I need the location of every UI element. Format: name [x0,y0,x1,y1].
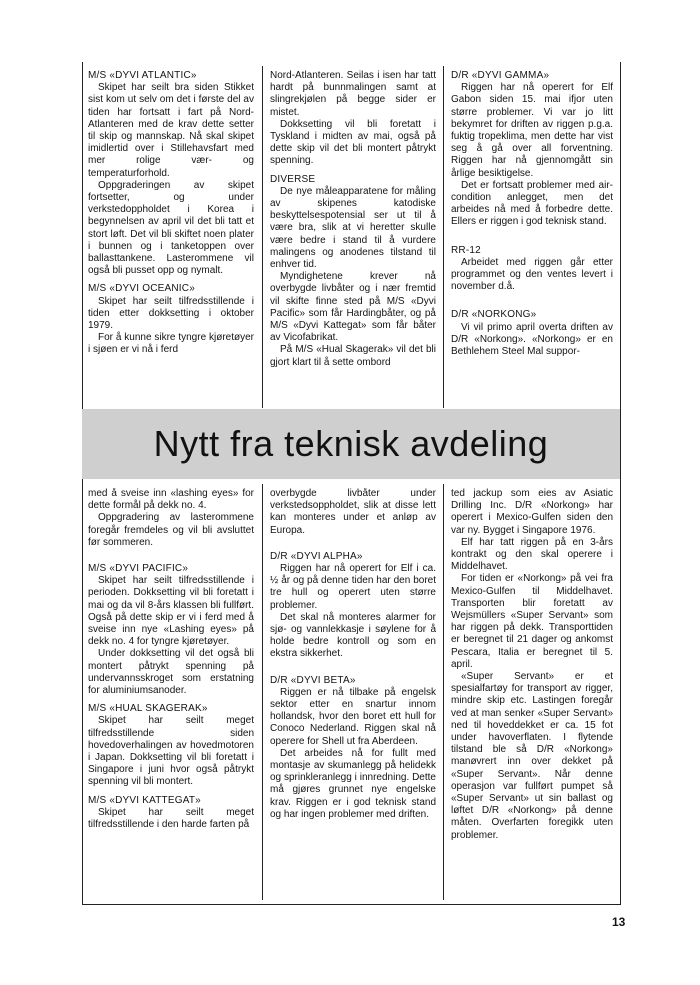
paragraph: «Super Servant» er et spesialfartøy for transport av rigger, mindre skip etc. Lastingen foregår ved at man senker «Super Servant» ned til hoveddekket er ca. 15 fot under havoverflaten. I flytende tilstand ble så D/R «Norkong» manøvrert inn over dekket på «Super Servant». Når denne operasjon var fullført pumpet så «Super Servant» ut sin ballast og løftet D/R «Norkong» på denne måten. Overfarten foregikk uten problemer. [451,671,613,841]
paragraph: For tiden er «Norkong» på vei fra Mexico-Gulfen til Middelhavet. Transporten blir foretatt av Wejsmüllers «Super Servant» som har riggen på dekk. Transporttiden er beregnet til 21 dager og ankomst Pescara, Italia er beregnet til 5. april. [451,573,613,670]
section-heading: M/S «DYVI PACIFIC» [88,563,189,575]
top-column-1 [88,70,254,406]
top-column-3 [451,70,613,406]
column-divider [262,66,263,408]
section-heading: M/S «DYVI ATLANTIC» [88,70,197,81]
top-column-2 [270,70,436,406]
bottom-border [82,904,621,905]
section-heading: RR-12 [451,244,481,256]
paragraph: Oppgradering av lasterommene foregår fremdeles og vil bli avsluttet før sommeren. [88,512,254,548]
paragraph: Det skal nå monteres alarmer for sjø- og vannlekkasje i søylene for å holde bedre kontroll og som en ekstra sikkerhet. [270,611,436,660]
bottom-column-2 [270,488,436,898]
paragraph: ted jackup som eies av Asiatic Drilling Inc. D/R «Norkong» har operert i Mexico-Gulfen siden den var ny. Bygget i Singapore 1976. [451,488,613,536]
section-heading: M/S «DYVI OCEANIC» [88,283,195,295]
paragraph: De nye måleapparatene for måling av skipenes katodiske beskyttelsespotensial ser ut til å være bra, slik at vi heretter skulle være bedre i stand til å vurdere malingens og anodenes tilstand til enhver tid. [270,185,436,271]
paragraph: Det er fortsatt problemer med air-condition anlegget, men det arbeides nå med å forbedre dette. Ellers er riggen i god teknisk stand. [451,179,613,228]
paragraph: overbygde livbåter under verkstedsoppholdet, slik at disse lett kan monteres under et anløp av Europa. [270,488,436,536]
paragraph: Riggen har nå operert for Elf Gabon siden 15. mai ifjor uten større problemer. Vi var jo litt bekymret for driften av riggen p.g.a. fuktig tropeklima, men dette har vist seg å gå over all forventning. Riggen har nå gjennomgått sin årlige besiktigelse. [451,82,613,179]
section-banner [82,409,620,479]
paragraph: Nord-Atlanteren. Seilas i isen har tatt hardt på bunnmalingen samt at slingrekjølen på begge sider er mistet. [270,70,436,118]
section-heading: D/R «NORKONG» [451,309,537,321]
paragraph: Under dokksetting vil det også bli montert påtrykt spenning på undervannsskroget som erstatning for aluminiumsanoder. [88,648,254,697]
left-border [82,62,83,904]
paragraph: Oppgraderingen av skipet fortsetter, og under verkstedoppholdet i Korea i begynnelsen av april vil det bli tatt et stort løft. Det vil bli skiftet noen plater i bunnen og i tanketoppen over ballasttankene. Lasterommene vil også bli pusset opp og nymalt. [88,179,254,277]
paragraph: Arbeidet med riggen går etter programmet og den ventes levert i november d.å. [451,256,613,293]
paragraph: Myndighetene krever nå overbygde livbåter og i nær fremtid vil skifte finne sted på M/S «Dyvi Pacific» som får Hardingbåter, og på M/S «Dyvi Kattegat» som får båter av Vicofabrikat. [270,271,436,344]
paragraph: Skipet har seilt tilfredsstillende i perioden. Dokksetting vil bli foretatt i mai og da vil 8-års klassen bli fullført. Også på dette skip er vi i ferd med å sveise inn nye «Lashing eyes» på dekk no. 4 for tyngre kjøretøyer. [88,575,254,648]
banner-title: Nytt fra teknisk avdeling [153,423,549,464]
paragraph: med å sveise inn «lashing eyes» for dette formål på dekk no. 4. [88,488,254,512]
paragraph: Det arbeides nå for fullt med montasje av skumanlegg på helidekk og sprinkleranlegg i innredning. Dette må gjøres grunnet nye engelske krav. Riggen er i god teknisk stand og har ingen problemer med driften. [270,747,436,820]
paragraph: Skipet har seilt meget tilfredsstillende siden hovedoverhalingen av hovedmotoren i Japan. Dokksetting vil bli foretatt i Singapore i juni hvor også påtrykt spenning vil bli montert. [88,715,254,788]
paragraph: Riggen har nå operert for Elf i ca. ½ år og på denne tiden har den boret tre hull og operert uten større problemer. [270,563,436,611]
paragraph: Elf har tatt riggen på en 3-års kontrakt og den skal operere i Middelhavet. [451,536,613,573]
section-heading: DIVERSE [270,173,316,185]
paragraph: Skipet har seilt bra siden Stikket sist kom ut selv om det i første del av tiden har fortsatt i fart på Nord-Atlanteren med de krav dette setter til skip og mannskap. Nå skal skipet imidlertid over i Stillehavsfart med mer rolige vær- og temperaturforhold. [88,82,254,179]
paragraph: Vi vil primo april overta driften av D/R «Norkong». «Norkong» er en Bethlehem Steel Mal suppor- [451,321,613,358]
column-divider [443,66,444,408]
page-number: 13 [612,915,626,929]
bottom-column-3 [451,488,613,898]
bottom-column-1 [88,488,254,898]
section-heading: D/R «DYVI ALPHA» [270,550,363,562]
column-divider [262,484,263,900]
paragraph: Skipet har seilt tilfredsstillende i tiden etter dokksetting i oktober 1979. [88,295,254,332]
section-heading: M/S «HUAL SKAGERAK» [88,703,208,715]
column-divider [443,484,444,900]
section-heading: D/R «DYVI BETA» [270,674,356,686]
paragraph: Skipet har seilt meget tilfredsstillende i den harde farten på [88,806,254,831]
section-heading: M/S «DYVI KATTEGAT» [88,794,201,806]
paragraph: For å kunne sikre tyngre kjøretøyer i sjøen er vi nå i ferd [88,332,254,356]
paragraph: Dokksetting vil bli foretatt i Tyskland i midten av mai, også på dette skip vil det bli montert påtrykt spenning. [270,118,436,167]
right-border [620,62,621,904]
paragraph: Riggen er nå tilbake på engelsk sektor etter en snartur innom hollandsk, hvor den boret ett hull for Conoco Nederland. Riggen skal nå operere for Shell ut fra Aberdeen. [270,686,436,747]
section-heading: D/R «DYVI GAMMA» [451,70,550,81]
paragraph: På M/S «Hual Skagerak» vil det bli gjort klart til å sette ombord [270,344,436,368]
